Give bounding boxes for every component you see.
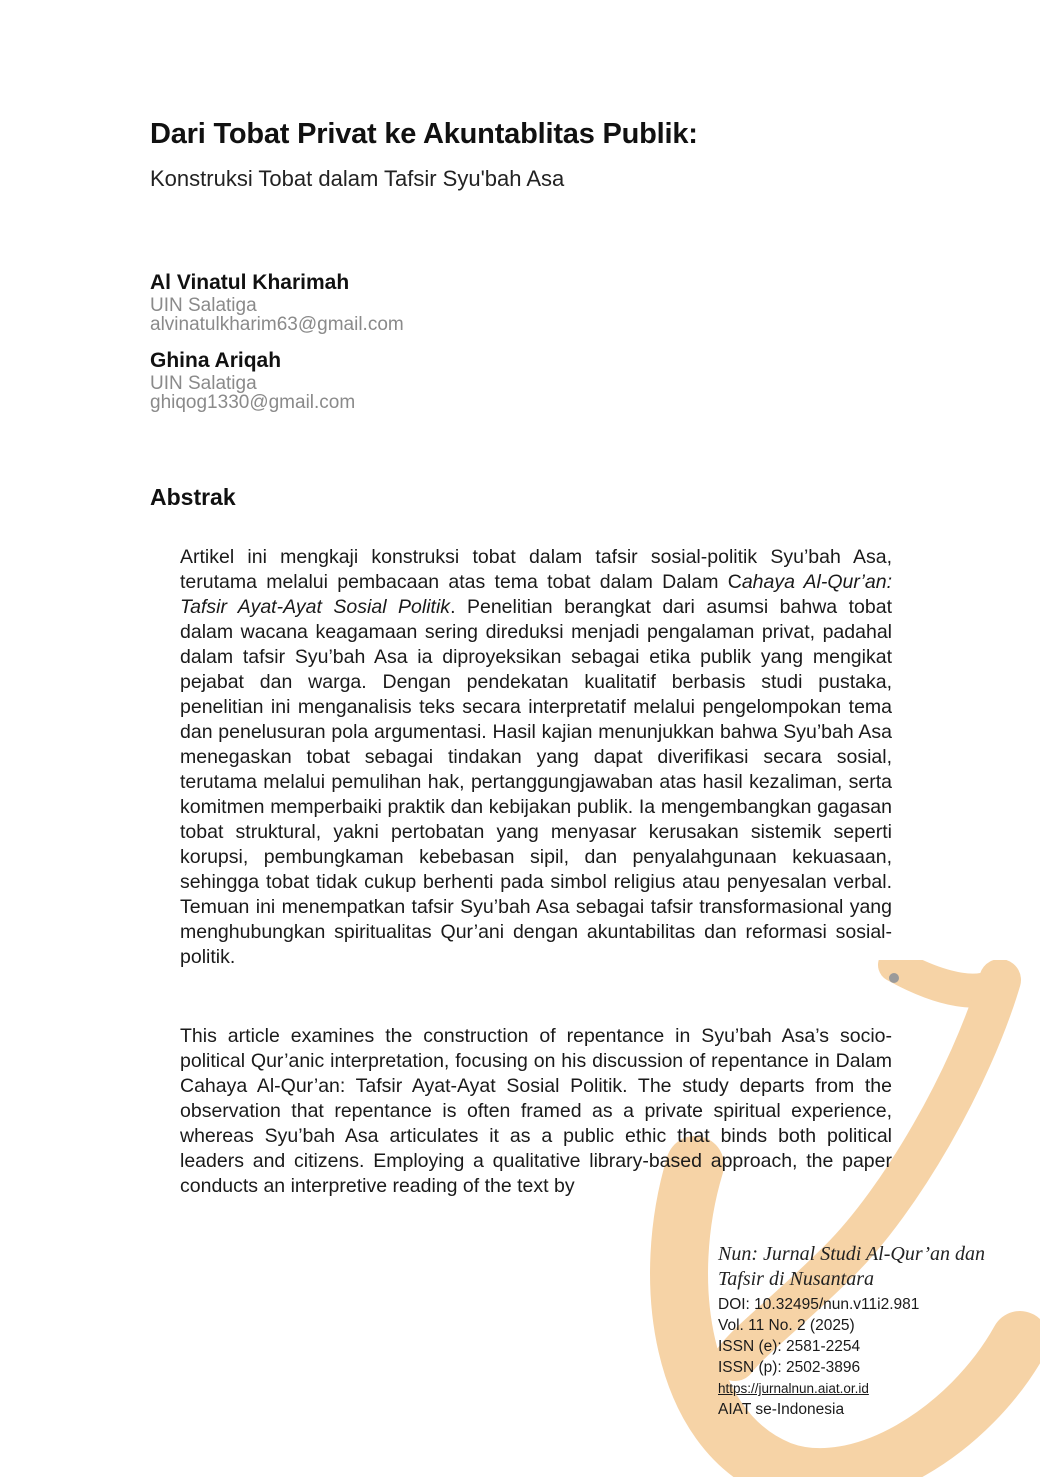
- journal-name: [718, 1242, 1018, 1292]
- author-affiliation: UIN Salatiga: [150, 295, 257, 316]
- abstract-id-text: Artikel ini mengkaji konstruksi tobat dalam tafsir sosial-politik Syu’bah Asa, terutama melalui pembacaan atas tema tobat dalam Dalam C: [180, 546, 892, 593]
- author-affiliation: UIN Salatiga: [150, 373, 257, 394]
- abstract-indonesian: [180, 545, 892, 970]
- abstract-english: This article examines the construction of repentance in Syu’bah Asa’s socio-political Qur’anic interpretation, focusing on his discussion of repentance in Dalam Cahaya Al-Qur’an: Tafsir Ayat-Ayat Sosial Politik. The study departs from the observation that repentance is often framed as a private spiritual experience, whereas Syu’bah Asa articulates it as a public ethic that binds both political leaders and citizens. Employing a qualitative library-based approach, the paper conducts an interpretive reading of the text by: [180, 1025, 892, 1197]
- author-email[interactable]: alvinatulkharim63@gmail.com: [150, 314, 404, 335]
- abstract-id-text: . Penelitian berangkat dari asumsi bahwa tobat dalam wacana keagamaan sering direduksi menjadi pengalaman privat, padahal dalam tafsir Syu’bah Asa ia diproyeksikan sebagai etika publik yang mengikat pejabat dan warga. Dengan pendekatan kualitatif berbasis studi pustaka, penelitian ini menganalisis teks secara interpretatif melalui pengelompokan tema dan penelusuran pola argumentasi. Hasil kajian menunjukkan bahwa Syu’bah Asa menegaskan tobat sebagai tindakan yang dapat diverifikasi secara sosial, terutama melalui pemulihan hak, pertanggungjawaban atas hasil kezaliman, serta komitmen memperbaiki praktik dan kebijakan publik. Ia mengembangkan gagasan tobat struktural, yakni pertobatan yang menyasar kerusakan sistemik seperti korupsi, pembungkaman kebebasan sipil, dan penyalahgunaan kekuasaan, sehingga tobat tidak cukup berhenti pada simbol religius atau penyesalan verbal. Temuan ini menempatkan tafsir Syu’bah Asa sebagai tafsir transformasional yang menghubungkan spiritualitas Qur’ani dengan akuntabilitas dan reformasi sosial-politik.: [180, 596, 892, 968]
- journal-name-line: Tafsir di Nusantara: [718, 1268, 874, 1290]
- author-block: [150, 348, 355, 412]
- journal-url-link[interactable]: https://jurnalnun.aiat.or.id: [718, 1381, 869, 1396]
- article-title: Dari Tobat Privat ke Akuntablitas Publik:: [150, 118, 698, 150]
- journal-info: [718, 1242, 1018, 1420]
- author-name: Ghina Ariqah: [150, 349, 282, 372]
- author-name: Al Vinatul Kharimah: [150, 271, 350, 294]
- journal-issn-print: ISSN (p): 2502-3896: [718, 1359, 861, 1376]
- author-email[interactable]: ghiqog1330@gmail.com: [150, 392, 356, 413]
- article-subtitle: Konstruksi Tobat dalam Tafsir Syu'bah Asa: [150, 166, 565, 191]
- author-block: [150, 270, 404, 334]
- journal-doi[interactable]: DOI: 10.32495/nun.v11i2.981: [718, 1296, 920, 1313]
- book-title-italic: ahaya Al-Qur’an: Tafsir Ayat-Ayat Sosial Politik: [180, 571, 892, 618]
- journal-volume: Vol. 11 No. 2 (2025): [718, 1317, 855, 1334]
- journal-name-line: Nun: Jurnal Studi Al-Qur’an dan: [718, 1243, 986, 1265]
- abstract-heading: Abstrak: [150, 484, 236, 510]
- journal-issn-electronic: ISSN (e): 2581-2254: [718, 1338, 861, 1355]
- journal-publisher: AIAT se-Indonesia: [718, 1401, 845, 1418]
